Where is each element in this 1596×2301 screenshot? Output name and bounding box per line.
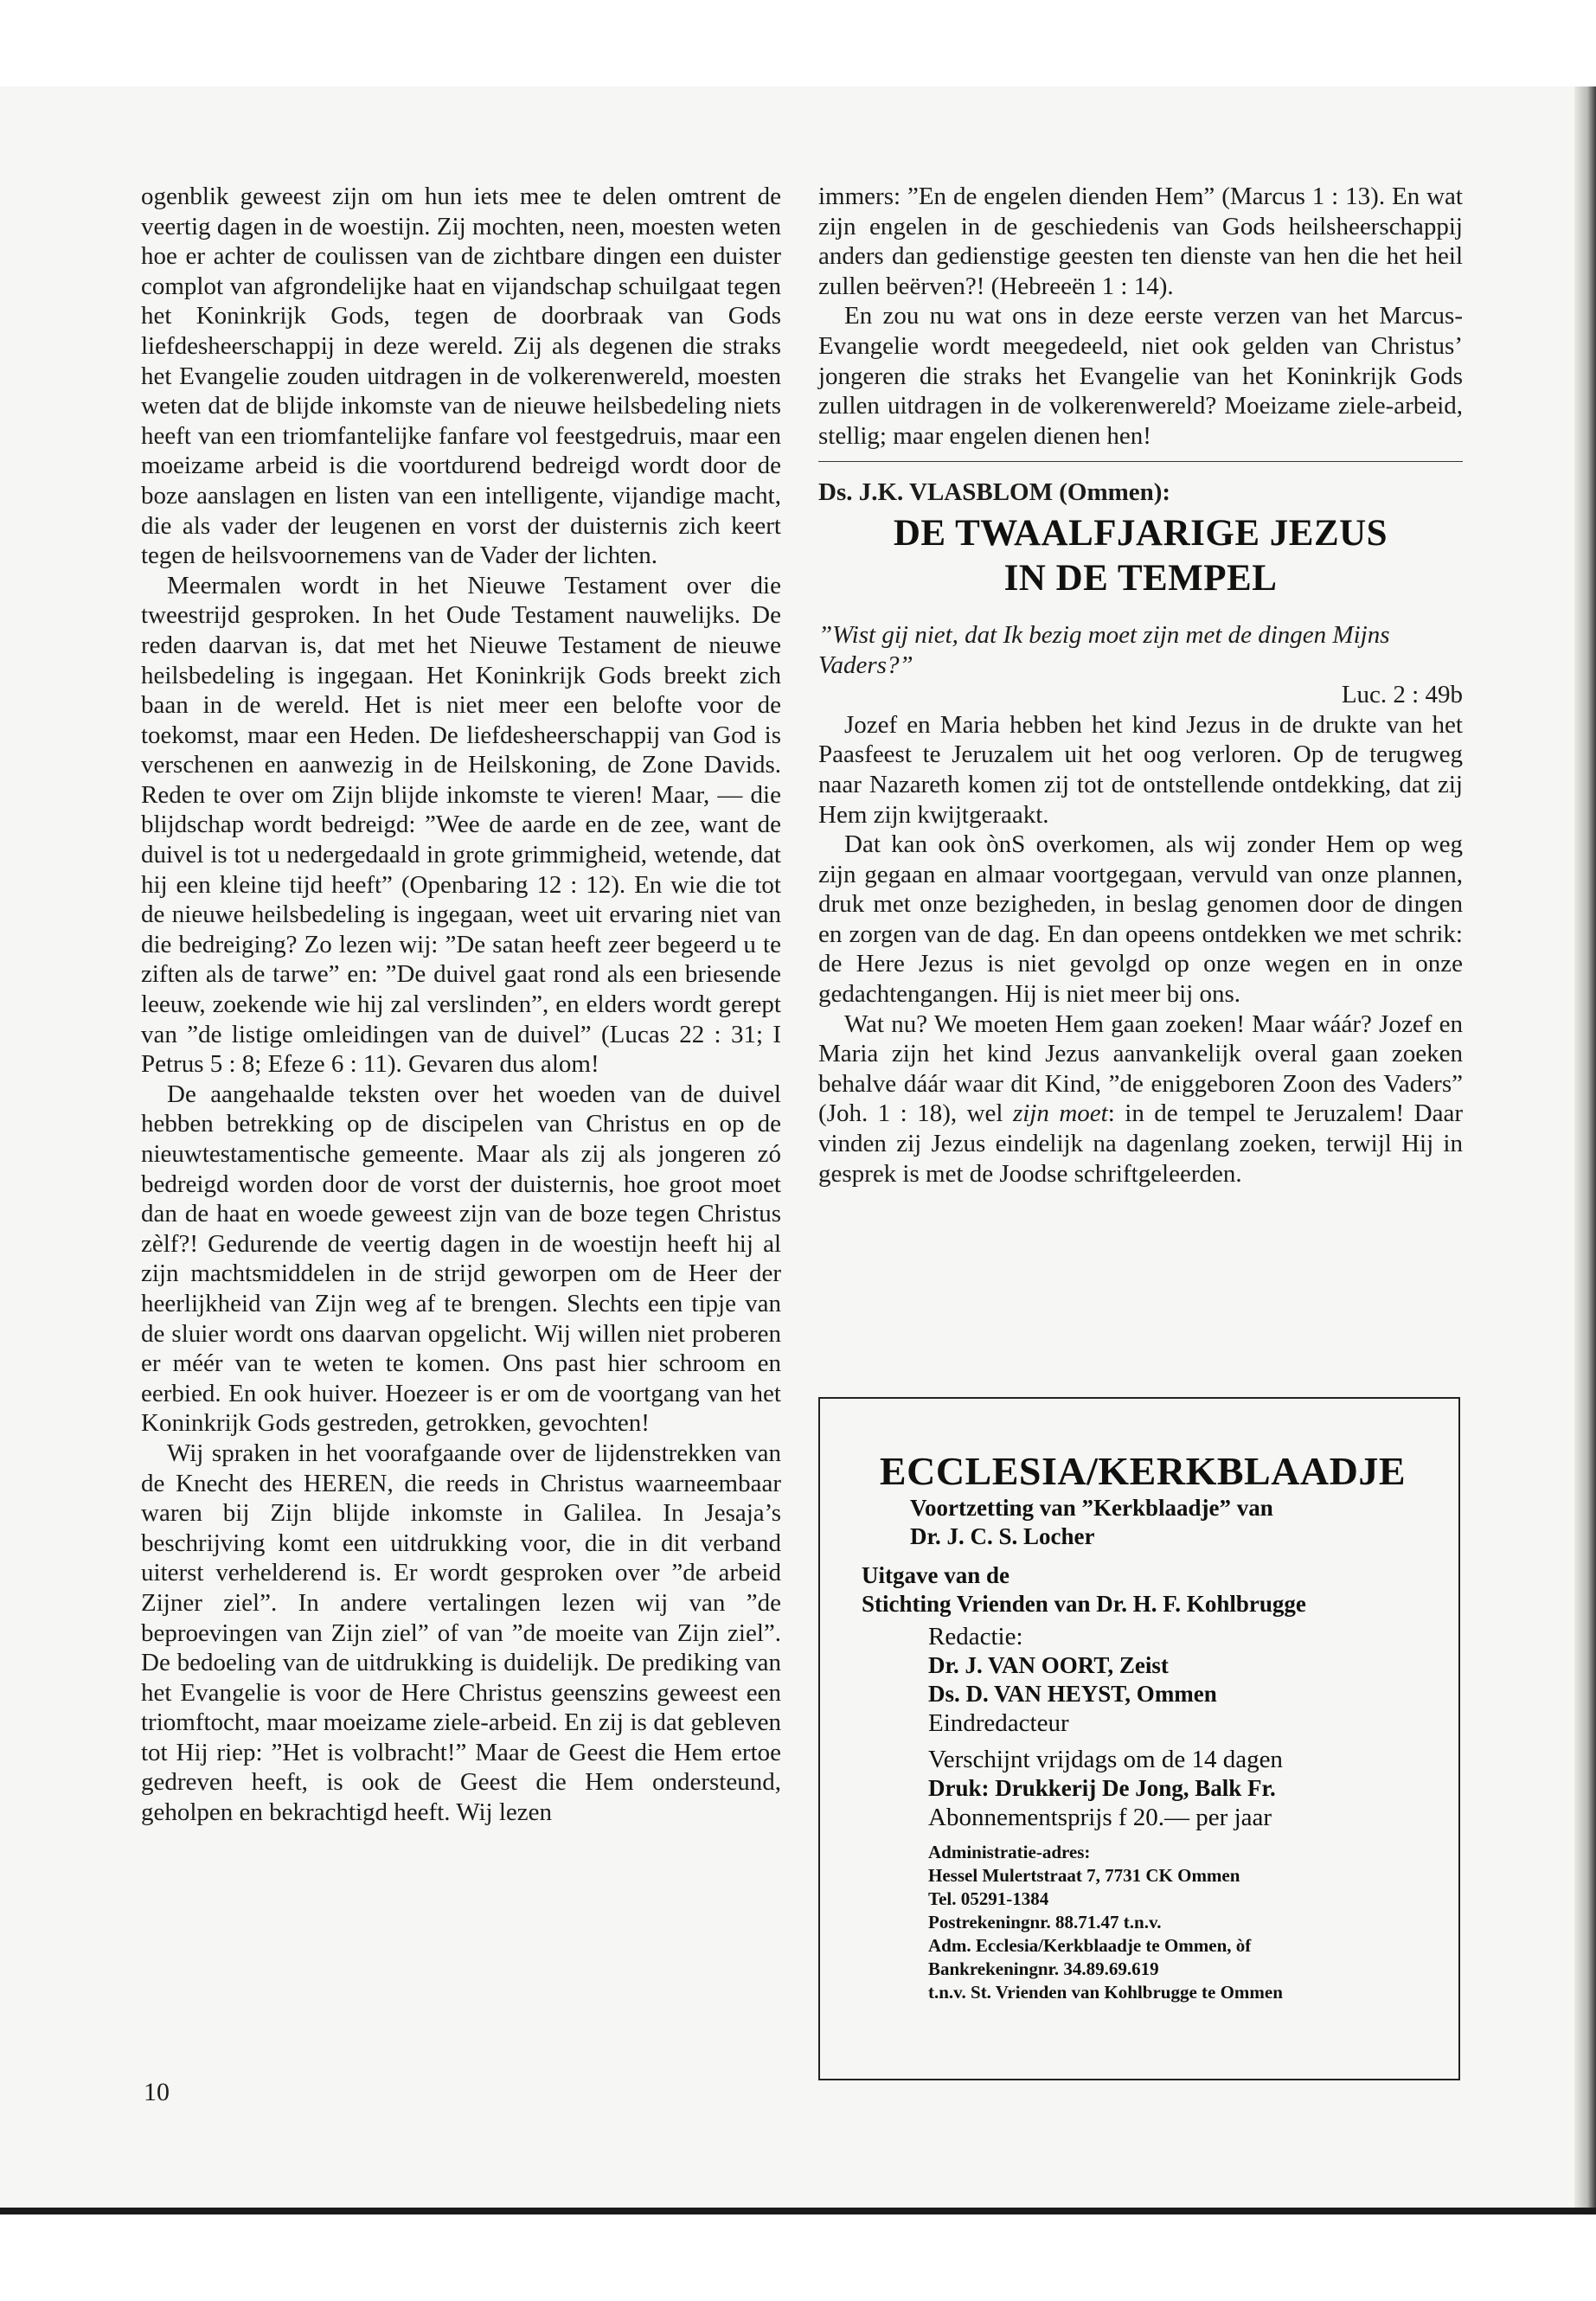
colophon-title: ECCLESIA/KERKBLAADJE	[879, 1449, 1407, 1493]
frequency: Verschijnt vrijdags om de 14 dagen	[928, 1746, 1283, 1773]
article-paragraph-3-emphasis: zijn moet	[1012, 1099, 1108, 1128]
subscription-price: Abonnementsprijs f 20.— per jaar	[928, 1804, 1272, 1831]
giro-number: Postrekeningnr. 88.71.47 t.n.v.	[928, 1912, 1162, 1932]
publisher-line-2: Stichting Vrienden van Dr. H. F. Kohlbrugge	[862, 1591, 1306, 1617]
continuation-block	[910, 1494, 1424, 1551]
colophon-content	[862, 1449, 1424, 2004]
left-paragraph-4: Wij spraken in het voorafgaande over de lijdenstrekken van de Knecht des HEREN, die reeds in Christus waarneembaar waren bij Zijn blijde inkomste in Galilea. In Jesaja’s beschrijving komt een uitdrukking voor, die in dit verband uiterst verhelderend is. Er wordt gesproken over ”de arbeid Zijner ziel”. In andere vertalingen lezen wij van ”de beproevingen van Zijn ziel” of van ”de moeite van Zijn ziel”. De bedoeling van de uitdrukking is duidelijk. De prediking van het Evangelie is voor de Here Christus geenszins geweest een triomftocht, maar moeizame ziele-arbeid. En zij is dat gebleven tot Hij riep: ”Het is volbracht!” Maar de Geest die Hem ertoe gedreven heeft, is ook de Geest die Hem ondersteund, geholpen en bekrachtigd heeft. Wij lezen	[141, 1439, 781, 1827]
bank-holder: t.n.v. St. Vrienden van Kohlbrugge te Ommen	[928, 1982, 1283, 2003]
left-column	[141, 182, 781, 1828]
administration-block	[928, 1841, 1424, 2004]
article-title-line-2: IN DE TEMPEL	[1003, 557, 1278, 599]
admin-phone: Tel. 05291-1384	[928, 1888, 1049, 1909]
article-paragraph-2: Dat kan ook ònS overkomen, als wij zonder Hem op weg zijn gegaan en almaar voortgegaan, vervuld van onze plannen, druk met onze bezigheden, in beslag genomen door de dingen en zorgen van de dag. En dan opeens ontdekken we met schrik: de Here Jezus is niet gevolgd op onze wegen en in onze gedachtengangen. Hij is niet meer bij ons.	[818, 830, 1463, 1009]
admin-account-name: Adm. Ecclesia/Kerkblaadje te Ommen, òf	[928, 1935, 1252, 1956]
continuation-line-2: Dr. J. C. S. Locher	[910, 1523, 1095, 1549]
article-paragraph-3-end: : in de tempel te Jeruzalem! Daar vinden zij Jezus eindelijk na dagenlang zoeken, terwijl Hij in gesprek is met de Joodse schriftgeleerden.	[818, 1099, 1463, 1188]
editorial-block	[928, 1622, 1424, 1832]
right-paragraph-2: En zou nu wat ons in deze eerste verzen van het Marcus-Evangelie wordt meegedeeld, niet ook gelden van Christus’ jongeren die straks het Evangelie van het Koninkrijk Gods zullen uitdragen in de volkerenwereld? Moeizame ziele-arbeid, stellig; maar engelen dienen hen!	[818, 302, 1463, 450]
scan-bottom-margin	[0, 2214, 1596, 2301]
editor-2: Ds. D. VAN HEYST, Ommen	[928, 1681, 1217, 1707]
right-paragraph-1: immers: ”En de engelen dienden Hem” (Marcus 1 : 13). En wat zijn engelen in de geschiedenis van Gods heilsheerschappij anders dan gedienstige geesten ten dienste van hen die het heil zullen beërven?! (Hebreeën 1 : 14).	[818, 183, 1463, 300]
epigraph-quote: ”Wist gij niet, dat Ik bezig moet zijn met de dingen Mijns Vaders?”	[818, 620, 1390, 679]
left-paragraph-2: Meermalen wordt in het Nieuwe Testament over die tweestrijd gesproken. In het Oude Testament nauwelijks. De reden daarvan is, dat met het Nieuwe Testament de nieuwe heilsbedeling is ingegaan. Het Koninkrijk Gods breekt zich baan in de wereld. Het is niet meer een belofte voor de toekomst, maar een Heden. De liefdesheerschappij van God is verschenen en aanwezig in de Heilskoning, de Zone Davids. Reden te over om Zijn blijde inkomste te vieren! Maar, — die blijdschap wordt bedreigd: ”Wee de aarde en de zee, want de duivel is tot u nedergedaald in grote grimmigheid, wetende, dat hij een kleine tijd heeft” (Openbaring 12 : 12). En wie die tot de nieuwe heilsbedeling is ingegaan, weet uit ervaring niet van die bedreiging? Zo lezen wij: ”De satan heeft zeer begeerd u te ziften als de tarwe” en: ”De duivel gaat rond als een briesende leeuw, zoekende wie hij zal verslinden”, en elders wordt gerept van ”de listige omleidingen van de duivel” (Lucas 22 : 31; I Petrus 5 : 8; Efeze 6 : 11). Gevaren dus alom!	[141, 571, 781, 1079]
editor-2-role: Eindredacteur	[928, 1709, 1069, 1737]
publisher-block	[862, 1561, 1424, 1618]
publisher-line-1: Uitgave van de	[862, 1562, 1010, 1588]
article-paragraph-1: Jozef en Maria hebben het kind Jezus in de drukte van het Paasfeest te Jeruzalem uit het oog verloren. Op de terugweg naar Nazareth komen zij tot de ontstellende ontdekking, dat zij Hem zijn kwijtgeraakt.	[818, 710, 1463, 829]
printer: Druk: Drukkerij De Jong, Balk Fr.	[928, 1775, 1276, 1801]
article-author: Ds. J.K. VLASBLOM (Ommen):	[818, 478, 1171, 507]
article-paragraph-3-start: Wat nu? We moeten Hem gaan zoeken! Maar wáár? Jozef en Maria zijn het kind Jezus aanvankelijk overal gaan zoeken behalve dáár waar dit Kind, ”de eniggeboren Zoon des Vaders” (Joh. 1 : 18), wel	[818, 1009, 1463, 1128]
editor-1: Dr. J. VAN OORT, Zeist	[928, 1652, 1169, 1678]
admin-address: Hessel Mulertstraat 7, 7731 CK Ommen	[928, 1865, 1240, 1886]
article-title-line-1: DE TWAALFJARIGE JEZUS	[893, 512, 1388, 554]
continuation-line-1: Voortzetting van ”Kerkblaadje” van	[910, 1495, 1273, 1521]
page-number: 10	[144, 2078, 170, 2106]
article-title	[818, 511, 1463, 601]
epigraph-reference: Luc. 2 : 49b	[1341, 681, 1463, 709]
scan-top-margin	[0, 0, 1596, 87]
section-divider	[818, 461, 1463, 462]
article-paragraph-3	[818, 1009, 1463, 1189]
right-column	[818, 182, 1463, 1189]
page-edge-shadow	[1574, 87, 1596, 2208]
left-paragraph-1: ogenblik geweest zijn om hun iets mee te delen omtrent de veertig dagen in de woestijn. Zij mochten, neen, moesten weten hoe er achter de coulissen van de zichtbare dingen een duister complot van afgrondelijke haat en vijandschap schuilgaat tegen het Koninkrijk Gods, tegen de doorbraak van Gods liefdesheerschappij in deze wereld. Zij als degenen die straks het Evangelie zouden uitdragen in de volkerenwereld, moesten weten dat de blijde inkomste van de nieuwe heilsbedeling niets heeft van een triomfantelijke fanfare vol feestgedruis, maar een moeizame arbeid is die voortdurend bedreigd wordt door de boze aanslagen en listen van een intelligente, vijandige macht, die als vader der leugenen en vorst der duisternis zich keert tegen de heilsvoornemens van de Vader der lichten.	[141, 183, 781, 570]
admin-label: Administratie-adres:	[928, 1842, 1091, 1862]
colophon-box	[818, 1397, 1460, 2080]
bank-number: Bankrekeningnr. 34.89.69.619	[928, 1958, 1159, 1979]
left-paragraph-3: De aangehaalde teksten over het woeden van de duivel hebben betrekking op de discipelen van Christus en op de nieuwtestamentische gemeente. Maar als zij als jongeren zó bedreigd worden door de vorst der duisternis, hoe groot moet dan de haat en woede geweest zijn van de boze tegen Christus zèlf?! Gedurende de veertig dagen in de woestijn heeft hij al zijn machtsmiddelen in de strijd geworpen om de Heer der heerlijkheid van Zijn weg af te brengen. Slechts een tipje van de sluier wordt ons daarvan opgelicht. Wij willen niet proberen er méér van te weten te komen. Ons past hier schroom en eerbied. En ook huiver. Hoezeer is er om de voortgang van het Koninkrijk Gods gestreden, getrokken, gevochten!	[141, 1080, 781, 1438]
redactie-label: Redactie:	[928, 1623, 1023, 1650]
